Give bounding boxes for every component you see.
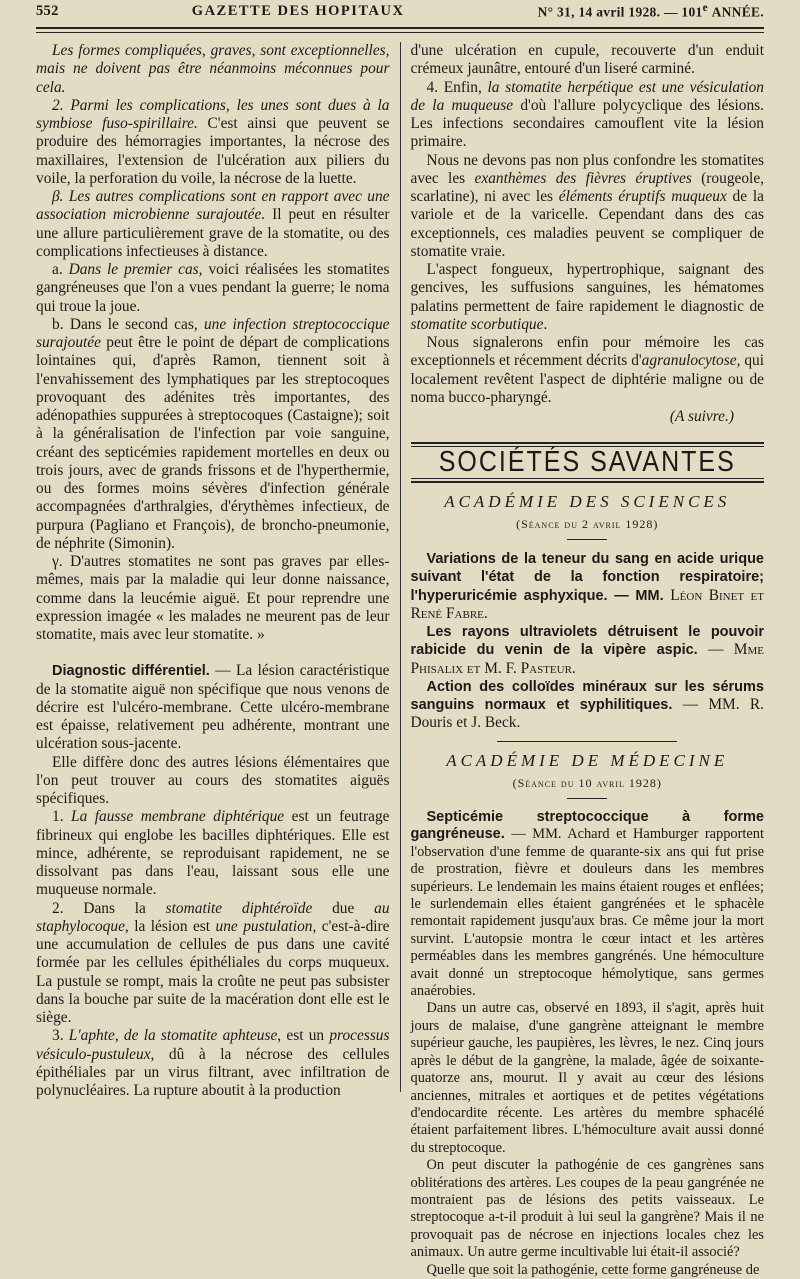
section-title: SOCIÉTÉS SAVANTES [438,446,736,479]
paragraph: Elle diffère donc des autres lésions élémentaires que l'on peut trouver au cours des stomatites aiguës spécifiques. [36,753,390,807]
short-rule [567,798,607,799]
academy-report [411,809,765,1279]
paragraph: Diagnostic différentiel. — La lésion caractéristique de la stomatite aiguë non spécifique que nous venons de décrire est l'ulcéro-membrane. Cette ulcéro-membrane est épaisse, relativement peu adhérente, montrant une ulcération sous-jacente. [36,662,390,753]
paragraph: On peut discuter la pathogénie de ces gangrènes sans oblitérations des artères. Les coupes de la peau gangrénée ne montraient pas de lésions des petits vaisseaux. Le streptocoque a-t-il produit à lui seul la gangrène? Mais il ne provoquait pas de nécrose en injections locales chez les animaux. Un autre germe incultivable lui était-il associé? [410,1157,764,1261]
paragraph: Nous signalerons enfin pour mémoire les cas exceptionnels et récemment décrits d'agranulocytose, qui localement revêtent l'aspect de diphtérie maligne ou de noma bucco-pharyngé. [410,334,764,406]
short-rule [567,539,607,540]
two-column-body [36,42,764,1278]
section-heading: Diagnostic différentiel. [52,663,210,680]
section-rule-bottom [411,478,765,483]
paragraph: a. Dans le premier cas, voici réalisées les stomatites gangréneuses que l'on a vues pendant la guerre; le noma qui troue la joue. [36,261,390,315]
paragraph: 4. Enfin, la stomatite herpétique est une vésiculation de la muqueuse d'où l'allure polycyclique des lésions. Les infections secondaires camouflent vite la lésion primaire. [410,78,764,151]
header-rule-thin [36,32,764,33]
header-rule-thick [36,27,764,29]
paragraph: β. Les autres complications sont en rapport avec une association microbienne surajoutée. Il peut en résulter une allure particulièrement grave de la stomatite, ou des complications infectieuses à distance. [36,188,390,260]
academy-heading-medecine: ACADÉMIE DE MÉDECINE [446,750,729,770]
session-date: (Séance du 2 avril 1928) [516,516,659,531]
communication-item: Les rayons ultraviolets détruisent le pouvoir rabicide du venin de la vipère aspic. — Mme Phisalix et M. F. Pasteur. [410,624,764,677]
running-header [36,0,764,22]
left-column [36,42,400,1099]
paragraph: 2. Parmi les complications, les unes sont dues à la symbiose fuso-spirillaire. C'est ainsi que peuvent se produire des hémorragies importantes, la nécrose des maxillaires, l'extension de l'ulcération aux piliers du voile, la perforation du voile, la nécrose de la luette. [36,96,390,187]
paragraph: d'une ulcération en cupule, recouverte d'un enduit crémeux jaunâtre, entouré d'un liseré carminé. [410,42,764,78]
session-date: (Séance du 10 avril 1928) [512,775,662,790]
academy-heading-sciences: ACADÉMIE DES SCIENCES [444,491,731,511]
journal-title: GAZETTE DES HOPITAUX [191,2,405,19]
communication-item: Variations de la teneur du sang en acide urique suivant l'état de la fonction respiratoire; l'hyperuricémie asphyxique. — MM. Léon Binet et René Fabre. [410,551,764,622]
continued-note: (A suivre.) [669,408,734,425]
page-number: 552 [36,2,59,19]
paragraph: 3. L'aphte, de la stomatite aphteuse, est un processus vésiculo-pustuleux, dû à la nécrose des cellules épithéliales par un virus filtrant, avec infiltration de polynucléaires. La rupture aboutit à la production [36,1027,390,1099]
communication-item: Action des colloïdes minéraux sur les sérums sanguins normaux et syphilitiques. — MM. R. Douris et J. Beck. [410,678,764,732]
paragraph: Septicémie streptococcique à forme gangréneuse. — MM. Achard et Hamburger rapportent l'observation d'une femme de quarante-six ans qui fut prise de prostration, fièvre et douleurs dans les membres supérieurs. Le lendemain les mains étaient rouges et enflées; le surlendemain elles étaient gangrénées et le sphacèle remontait rapidement jusqu'aux bras. Ce même jour la mort survint. L'autopsie montra le cœur intact et les artères perméables dans les membres gangrénés. Une hémoculture avait donné un streptocoque hémolytique, sans germes anaérobies. [410,809,764,1000]
paragraph: γ. D'autres stomatites ne sont pas graves par elles-mêmes, mais par la maladie qui leur donne naissance, comme dans la leucémie aiguë. Et pour reprendre une expression imagée « les malades ne meurent pas de leur stomatite, mais avec leur stomatite. » [36,553,390,643]
paragraph: 1. La fausse membrane diphtérique est un feutrage fibrineux qui englobe les bacilles diphtériques. Elle est mince, adhérente, se reproduisant rapidement, ne se dissolvant pas dans l'eau, laissant sous elle une muqueuse normale. [36,808,390,899]
paragraph: b. Dans le second cas, une infection streptococcique surajoutée peut être le point de départ de complications lointaines qui, d'après Ramon, tiennent soit à l'envahissement des lymphatiques par les streptocoques provoquant des adénites très importantes, des adénopathies suppurées à streptocoques (Castaigne); soit à la généralisation de l'infection par voie sanguine, créant des septicémies rapidement mortelles en deux ou trois jours, avec de grands frissons et de l'hyperthermie, ou des formes moins sévères d'infection générale accompagnées d'arthralgies, d'érythèmes infectieux, de purpura (Pagliano et François), de broncho-pneumonie, de néphrite (Simonin). [36,315,390,552]
spacer [36,644,390,662]
paragraph: Dans un autre cas, observé en 1893, il s'agit, après huit jours de malaise, d'une gangrène atteignant le membre supérieur gauche, les paupières, les lèvres, le nez. Cinq jours après le début de la gangrène, la malade, âgée de soixante-quatorze ans, mourut. Il y avait au cœur des lésions anciennes, mitrales et aortiques et de petites végétations d'endocardite récente. Les artères du membre sphacélé étaient parfaitement libres. L'hémoculture avait aussi donné du streptocoque. [410,1000,764,1156]
right-column [401,42,765,1278]
paragraph: 2. Dans la stomatite diphtéroïde due au staphylocoque, la lésion est une pustulation, c'est-à-dire une accumulation de cellules de pus dans une cavité formée par les cellules épithéliales du corps muqueux. La pustule se rompt, mais la croûte ne peut pas subsister dans la bouche par suite de la macération dont elle est le siège. [36,899,390,1026]
paragraph: L'aspect fongueux, hypertrophique, saignant des gencives, les suffusions sanguines, les hématomes palatins permettent de faire rapidement le diagnostic de stomatite scorbutique. [410,261,764,333]
paragraph: Quelle que soit la pathogénie, cette forme gangréneuse de [426,1261,760,1278]
separator-rule [497,741,677,742]
paragraph: Les formes compliquées, graves, sont exceptionnelles, mais ne doivent pas être néanmoins méconnues pour cela. [36,42,390,96]
issue-line: N° 31, 14 avril 1928. — 101e ANNÉE. [537,1,764,20]
paragraph: Nous ne devons pas non plus confondre les stomatites avec les exanthèmes des fièvres éruptives (rougeole, scarlatine), ni avec les éléments éruptifs muqueux de la variole et de la varicelle. Cependant dans des cas exceptionnels, ces maladies peuvent se compliquer de stomatite vraie. [410,151,764,260]
